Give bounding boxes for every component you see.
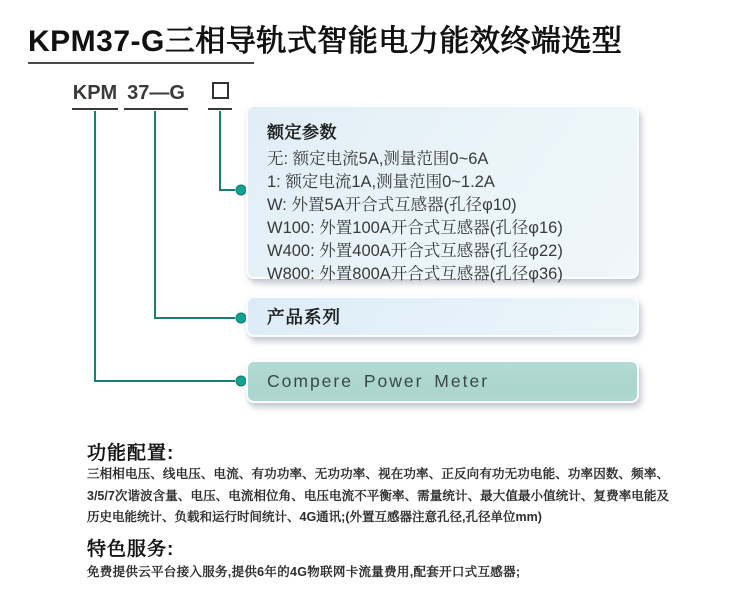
connector-dot-brand (236, 376, 246, 386)
option-checkbox-icon (212, 82, 229, 99)
services-heading: 特色服务: (87, 539, 175, 560)
rated-option-w100: W100: 外置100A开合式互感器(孔径φ16) (267, 219, 563, 237)
model-series-code: 37—G (124, 82, 188, 110)
rated-option-1: 1: 额定电流1A,测量范围0~1.2A (267, 173, 495, 191)
services-body: 免费提供云平台接入服务,提供6年的4G物联网卡流量费用,配套开口式互感器; (87, 565, 521, 579)
product-series-label: 产品系列 (267, 307, 341, 327)
model-prefix: KPM (72, 82, 118, 110)
rated-option-w: W: 外置5A开合式互感器(孔径φ10) (267, 196, 517, 214)
features-heading: 功能配置: (87, 443, 175, 464)
brand-label: Compere Power Meter (267, 371, 490, 391)
rated-params-title: 额定参数 (267, 123, 337, 142)
product-series-box (246, 296, 639, 337)
rated-params-box (246, 105, 639, 283)
connector-dot-rated (236, 185, 246, 195)
brand-box (246, 360, 639, 403)
rated-option-none: 无: 额定电流5A,测量范围0~6A (267, 150, 489, 168)
connector-dot-series (236, 313, 246, 323)
rated-option-w400: W400: 外置400A开合式互感器(孔径φ22) (267, 242, 563, 260)
model-option-slot (208, 82, 232, 110)
page-title: KPM37-G三相导轨式智能电力能效终端选型 (28, 25, 623, 58)
title-underline (28, 62, 254, 64)
rated-option-w800: W800: 外置800A开合式互感器(孔径φ36) (267, 265, 563, 283)
features-body: 三相相电压、线电压、电流、有功功率、无功功率、视在功率、正反向有功无功电能、功率因数、频率、3/5/7次谐波含量、电压、电流相位角、电压电流不平衡率、需量统计、最大值最小值统计、复费率电能及历史电能统计、负载和运行时间统计、4G通讯;(外置互感器注意孔径,孔径单位mm) (87, 467, 669, 524)
